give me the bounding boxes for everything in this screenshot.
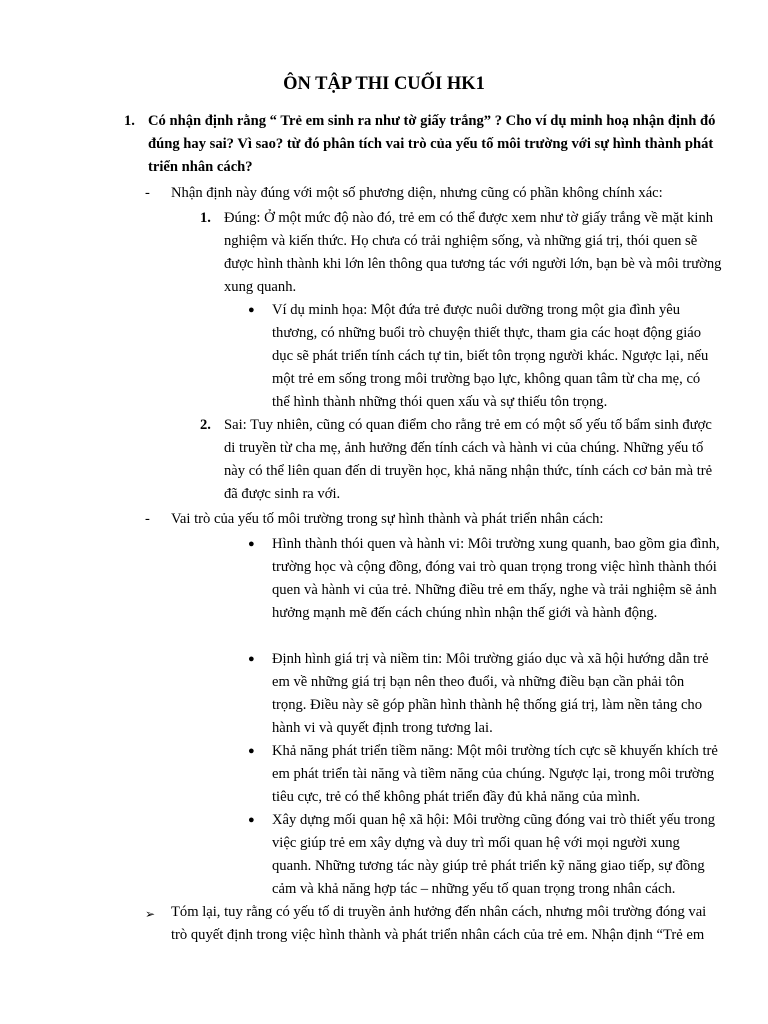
bullet-icon: ● xyxy=(248,814,255,826)
section-1-intro: Nhận định này đúng với một số phương diện, nhưng cũng có phần không chính xác: xyxy=(171,185,663,201)
bullet-icon: ● xyxy=(248,538,255,550)
conclusion-paragraph: Tóm lại, tuy rằng có yếu tố di truyền ảnh hưởng đến nhân cách, nhưng môi trường đóng vai trò quyết định trong việc hình thành và phát triển nhân cách của trẻ em. Nhận định “Trẻ em xyxy=(171,904,707,943)
bullet-icon: ● xyxy=(248,304,255,316)
question-text: Có nhận định rằng “ Trẻ em sinh ra như tờ giấy trắng” ? Cho ví dụ minh hoạ nhận định đó đúng hay sai? Vì sao? từ đó phân tích vai trò của yếu tố môi trường với sự hình thành phát triển nhân cách? xyxy=(148,113,716,175)
ordered-item-number: 2. xyxy=(200,417,211,433)
bullet-icon: ● xyxy=(248,653,255,665)
ordered-item-correct: Đúng: Ở một mức độ nào đó, trẻ em có thể được xem như tờ giấy trắng về mặt kinh nghiệm và kiến thức. Họ chưa có trải nghiệm sống, và những giá trị, thói quen sẽ được hình thành khi lớn lên thông qua tương tác với người lớn, bạn bè và môi trường xung quanh. xyxy=(224,210,722,295)
section-2-intro: Vai trò của yếu tố môi trường trong sự hình thành và phát triển nhân cách: xyxy=(171,511,604,527)
page-title: ÔN TẬP THI CUỐI HK1 xyxy=(283,74,485,94)
ordered-item-incorrect: Sai: Tuy nhiên, cũng có quan điểm cho rằng trẻ em có một số yếu tố bẩm sinh được di truyền từ cha mẹ, ảnh hưởng đến tính cách và hành vi của chúng. Những yếu tố này có thể liên quan đến di truyền học, khả năng nhận thức, tính cách cơ bản mà trẻ đã được sinh ra với. xyxy=(224,417,713,502)
example-paragraph: Ví dụ minh họa: Một đứa trẻ được nuôi dưỡng trong một gia đình yêu thương, có những buổi trò chuyện thiết thực, tham gia các hoạt động giáo dục sẽ phát triển tính cách tự tin, biết tôn trọng người khác. Ngược lại, nếu một trẻ em sống trong môi trường bạo lực, không quan tâm từ cha mẹ, có thể hình thành những thói quen xấu và sự thiếu tôn trọng. xyxy=(272,302,709,410)
bullet-icon: ● xyxy=(248,745,255,757)
role-bullet-habits: Hình thành thói quen và hành vi: Môi trường xung quanh, bao gồm gia đình, trường học và cộng đồng, đóng vai trò quan trọng trong việc hình thành thói quen và hành vi của trẻ. Những điều trẻ em thấy, nghe và trải nghiệm sẽ ảnh hưởng mạnh mẽ đến cách chúng nhìn nhận thế giới và hành động. xyxy=(272,536,720,621)
ordered-item-number: 1. xyxy=(200,210,211,226)
question-number: 1. xyxy=(124,113,135,129)
arrow-bullet-icon: ➢ xyxy=(145,907,156,921)
dash-marker: - xyxy=(145,511,150,527)
role-bullet-relationships: Xây dựng mối quan hệ xã hội: Môi trường cũng đóng vai trò thiết yếu trong việc giúp trẻ em xây dựng và duy trì mối quan hệ với mọi người xung quanh. Những tương tác này giúp trẻ phát triển kỹ năng giao tiếp, sự đồng cảm và khả năng hợp tác – những yếu tố quan trọng trong nhân cách. xyxy=(272,812,716,897)
role-bullet-values: Định hình giá trị và niềm tin: Môi trường giáo dục và xã hội hướng dẫn trẻ em về những giá trị bạn nên theo đuổi, và những điều bạn cần phải tôn trọng. Điều này sẽ góp phần hình thành hệ thống giá trị, làm nền tảng cho hành vi và quyết định trong tương lai. xyxy=(272,651,709,736)
role-bullet-potential: Khả năng phát triển tiềm năng: Một môi trường tích cực sẽ khuyến khích trẻ em phát triển tài năng và tiềm năng của chúng. Ngược lại, trong môi trường tiêu cực, trẻ có thể không phát triển đầy đủ khả năng của mình. xyxy=(272,743,718,805)
dash-marker: - xyxy=(145,185,150,201)
